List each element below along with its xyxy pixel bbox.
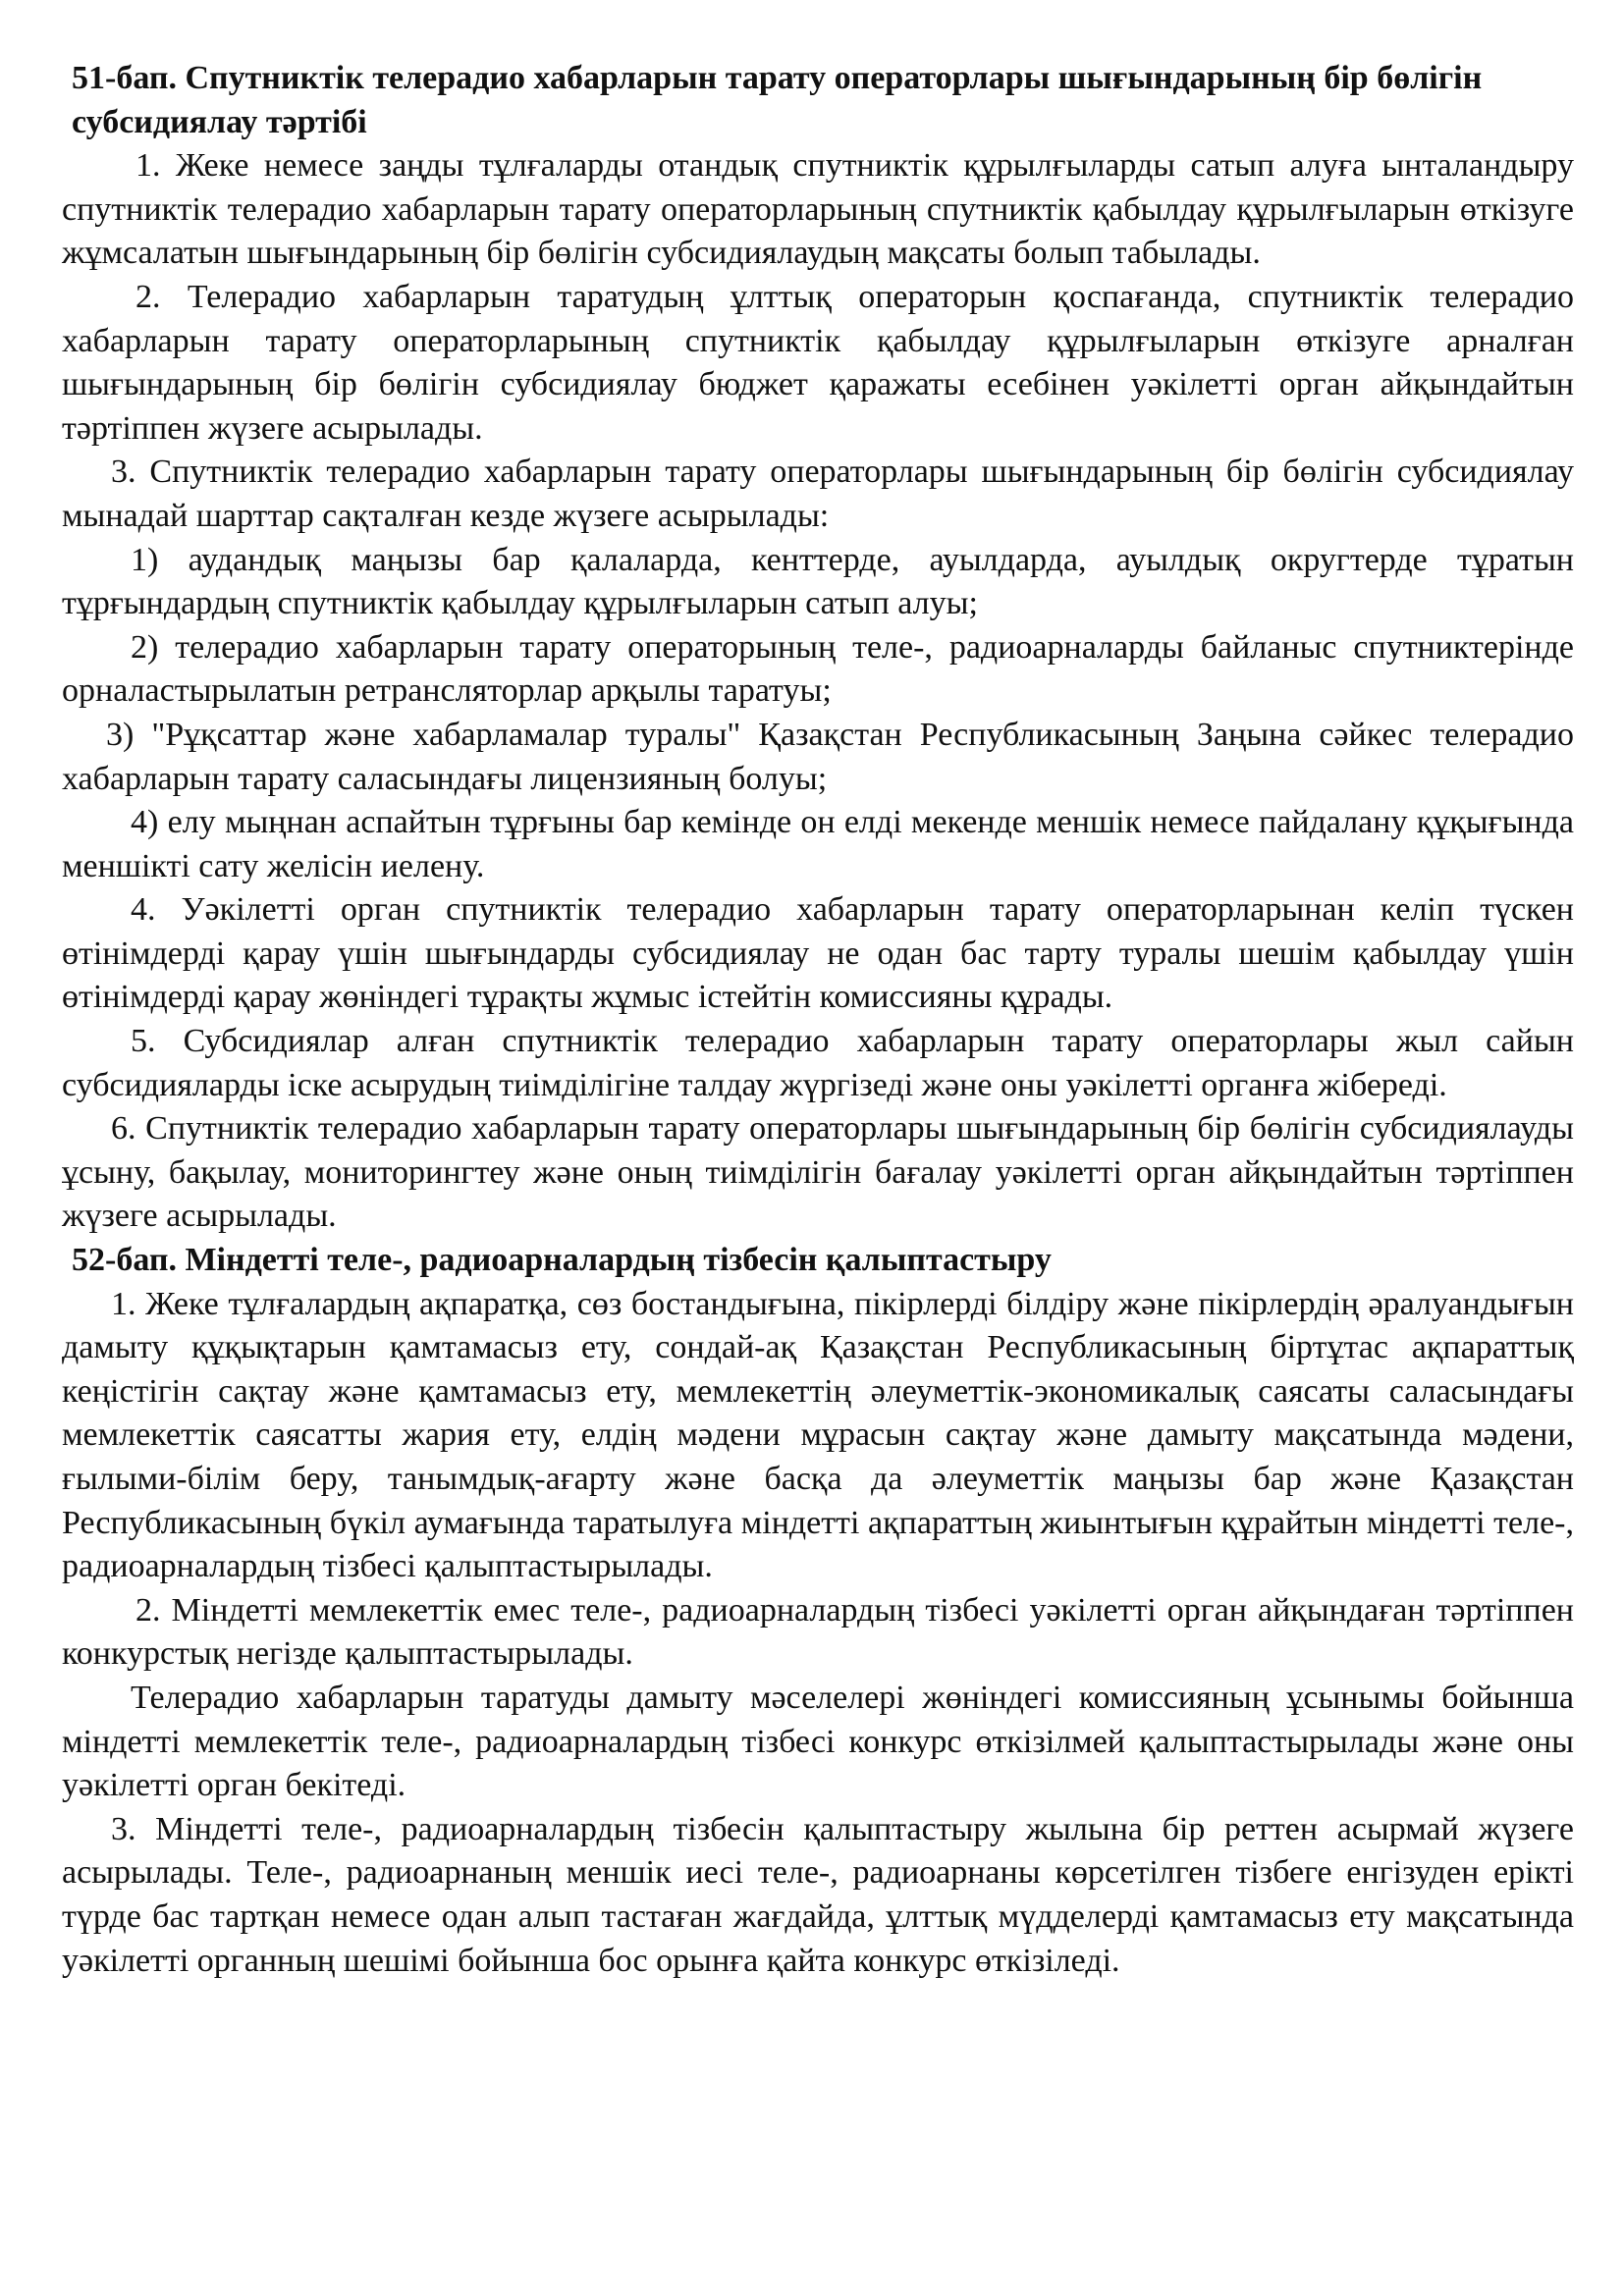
article-51-subitem-2: 2) телерадио хабарларын тарату операторының теле-, радиоарналарды байланыс спутниктерінде орналастырылатын ретрансляторлар арқылы таратуы; <box>62 628 1574 710</box>
article-52-paragraph-2: 2. Міндетті мемлекеттік емес теле-, радиоарналардың тізбесі уәкілетті орган айқындаған тәртіппен конкурстық негізде қалыптастырылады. <box>62 1591 1574 1673</box>
article-52-title: 52-бап. Міндетті теле-, радиоарналардың тізбесін қалыптастыру <box>72 1242 1052 1279</box>
article-51-paragraph-6: 6. Спутниктік телерадио хабарларын тарату операторлары шығындарының бір бөлігін субсидиялауды ұсыну, бақылау, мониторингтеу және оның тиімділігін бағалау уәкілетті орган айқындайтын тәртіппен жүзеге асырылады. <box>62 1110 1574 1235</box>
article-51-subitem-4: 4) елу мыңнан аспайтын тұрғыны бар кемінде он елді мекенде меншік немесе пайдалану құқығында меншікті сату желісін иелену. <box>62 804 1574 884</box>
article-52-paragraph-1: 1. Жеке тұлғалардың ақпаратқа, сөз бостандығына, пікірлерді білдіру және пікірлердің әралуандығын дамыту құқықтарын қамтамасыз ету, сондай-ақ Қазақстан Республикасының біртұтас ақпараттық кеңістігін сақтау және қамтамасыз ету, мемлекеттің әлеуметтік-экономикалық саясаты саласындағы мемлекеттік саясатты жария ету, елдің мәдени мұрасын сақтау және дамыту мақсатында мәдени, ғылыми-білім беру, танымдық-ағарту және басқа да әлеуметтік маңызы бар және Қазақстан Республикасының бүкіл аумағында таратылуға міндетті ақпараттың жиынтығын құрайтын міндетті теле-, радиоарналардың тізбесі қалыптастырылады. <box>62 1285 1574 1585</box>
article-51-subitem-3: 3) "Рұқсаттар және хабарламалар туралы" Қазақстан Республикасының Заңына сәйкес телерадио хабарларын тарату саласындағы лицензияның болуы; <box>62 716 1574 797</box>
article-51-paragraph-4: 4. Уәкілетті орган спутниктік телерадио хабарларын тарату операторларынан келіп түскен өтінімдерді қарау үшін шығындарды субсидиялау не одан бас тарту туралы шешім қабылдау үшін өтінімдерді қарау жөніндегі тұрақты жұмыс істейтін комиссияны құрады. <box>62 891 1574 1016</box>
article-51-title: 51-бап. Спутниктік телерадио хабарларын тарату операторлары шығындарының бір бөлігін субсидиялау тәртібі <box>72 60 1483 140</box>
article-51-subitem-1: 1) аудандық маңызы бар қалаларда, кенттерде, ауылдарда, ауылдық округтерде тұратын тұрғындардың спутниктік қабылдау құрылғыларын сатып алуы; <box>62 541 1574 622</box>
document-page <box>62 57 1574 1983</box>
article-51-paragraph-3: 3. Спутниктік телерадио хабарларын тарату операторлары шығындарының бір бөлігін субсидиялау мынадай шарттар сақталған кезде жүзеге асырылады: <box>62 454 1574 534</box>
article-51-paragraph-2: 2. Телерадио хабарларын таратудың ұлттық операторын қоспағанда, спутниктік телерадио хабарларын тарату операторларының спутниктік қабылдау құрылғыларын өткізуге арналған шығындарының бір бөлігін субсидиялау бюджет қаражаты есебінен уәкілетті орган айқындайтын тәртіппен жүзеге асырылады. <box>62 278 1574 447</box>
article-51-paragraph-5: 5. Субсидиялар алған спутниктік телерадио хабарларын тарату операторлары жыл сайын субсидияларды іске асырудың тиімділігіне талдау жүргізеді және оны уәкілетті органға жібереді. <box>62 1023 1574 1103</box>
article-51-paragraph-1: 1. Жеке немесе заңды тұлғаларды отандық спутниктік құрылғыларды сатып алуға ынталандыру спутниктік телерадио хабарларын тарату операторларының спутниктік қабылдау құрылғыларын өткізуге жұмсалатын шығындарының бір бөлігін субсидиялаудың мақсаты болып табылады. <box>62 147 1574 272</box>
article-52-paragraph-2-continuation: Телерадио хабарларын таратуды дамыту мәселелері жөніндегі комиссияның ұсынымы бойынша міндетті мемлекеттік теле-, радиоарналардың тізбесі конкурс өткізілмей қалыптастырылады және оны уәкілетті орган бекітеді. <box>62 1679 1574 1804</box>
article-52-paragraph-3: 3. Міндетті теле-, радиоарналардың тізбесін қалыптастыру жылына бір реттен асырмай жүзеге асырылады. Теле-, радиоарнаның меншік иесі теле-, радиоарнаны көрсетілген тізбеге енгізуден ерікті түрде бас тартқан немесе одан алып тастаған жағдайда, ұлттық мүдделерді қамтамасыз ету мақсатында уәкілетті органның шешімі бойынша бос орынға қайта конкурс өткізіледі. <box>62 1810 1574 1979</box>
